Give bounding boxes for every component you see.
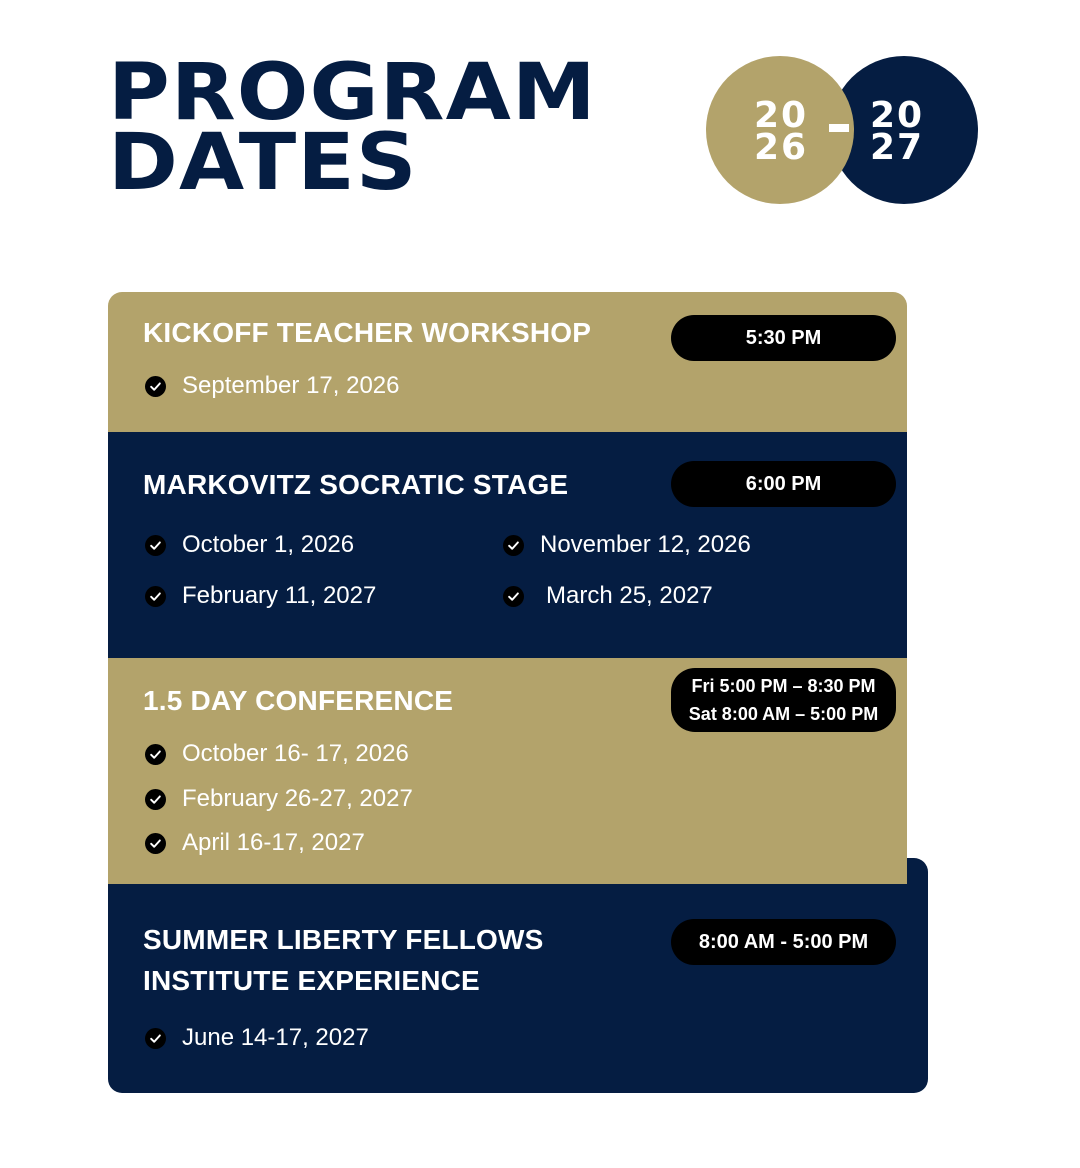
date-item	[145, 582, 376, 610]
section-conference	[108, 658, 907, 884]
section-title-line-1: SUMMER LIBERTY FELLOWS	[143, 924, 544, 955]
date-item	[145, 785, 413, 813]
date-text: March 25, 2027	[546, 582, 713, 609]
date-text: April 16-17, 2027	[182, 829, 365, 856]
time-badge	[671, 668, 896, 732]
date-text: November 12, 2026	[540, 531, 751, 558]
date-item	[503, 531, 751, 559]
time-badge: 5:30 PM	[671, 315, 896, 361]
time-badge-line-2: Sat 8:00 AM – 5:00 PM	[688, 704, 879, 724]
section-summer-institute	[108, 858, 928, 1093]
section-socratic-stage	[108, 432, 907, 658]
date-item	[145, 372, 400, 400]
check-circle-icon	[145, 535, 166, 556]
check-circle-icon	[145, 1028, 166, 1049]
year-badge	[706, 56, 974, 206]
page-title	[108, 48, 597, 208]
section-title: 1.5 DAY CONFERENCE	[143, 685, 454, 716]
title-line-1: PROGRAM	[108, 48, 597, 138]
check-circle-icon	[145, 744, 166, 765]
date-item	[145, 1024, 369, 1052]
date-text: September 17, 2026	[182, 372, 400, 399]
date-item	[145, 740, 409, 768]
date-item	[145, 531, 354, 559]
year-end: 20 27	[869, 95, 925, 168]
check-circle-icon	[145, 586, 166, 607]
check-circle-icon	[503, 535, 524, 556]
section-title	[143, 919, 544, 1001]
date-item	[145, 829, 365, 857]
section-title: MARKOVITZ SOCRATIC STAGE	[143, 469, 569, 500]
check-circle-icon	[503, 586, 524, 607]
check-circle-icon	[145, 833, 166, 854]
section-title-line-2: INSTITUTE EXPERIENCE	[143, 965, 480, 996]
date-text: June 14-17, 2027	[182, 1024, 369, 1051]
title-line-2: DATES	[108, 118, 418, 208]
check-circle-icon	[145, 789, 166, 810]
date-text: October 16- 17, 2026	[182, 740, 409, 767]
time-badge: 6:00 PM	[671, 461, 896, 507]
section-kickoff-workshop	[108, 292, 907, 432]
date-text: October 1, 2026	[182, 531, 355, 558]
section-title: KICKOFF TEACHER WORKSHOP	[143, 317, 592, 348]
date-text: February 11, 2027	[182, 582, 377, 609]
time-badge-line-1: Fri 5:00 PM – 8:30 PM	[691, 676, 876, 696]
date-item	[503, 582, 713, 610]
check-circle-icon	[145, 376, 166, 397]
date-text: February 26-27, 2027	[182, 785, 413, 812]
year-separator-dash	[829, 124, 849, 132]
year-start: 20 26	[753, 95, 809, 168]
time-badge: 8:00 AM - 5:00 PM	[671, 919, 896, 965]
